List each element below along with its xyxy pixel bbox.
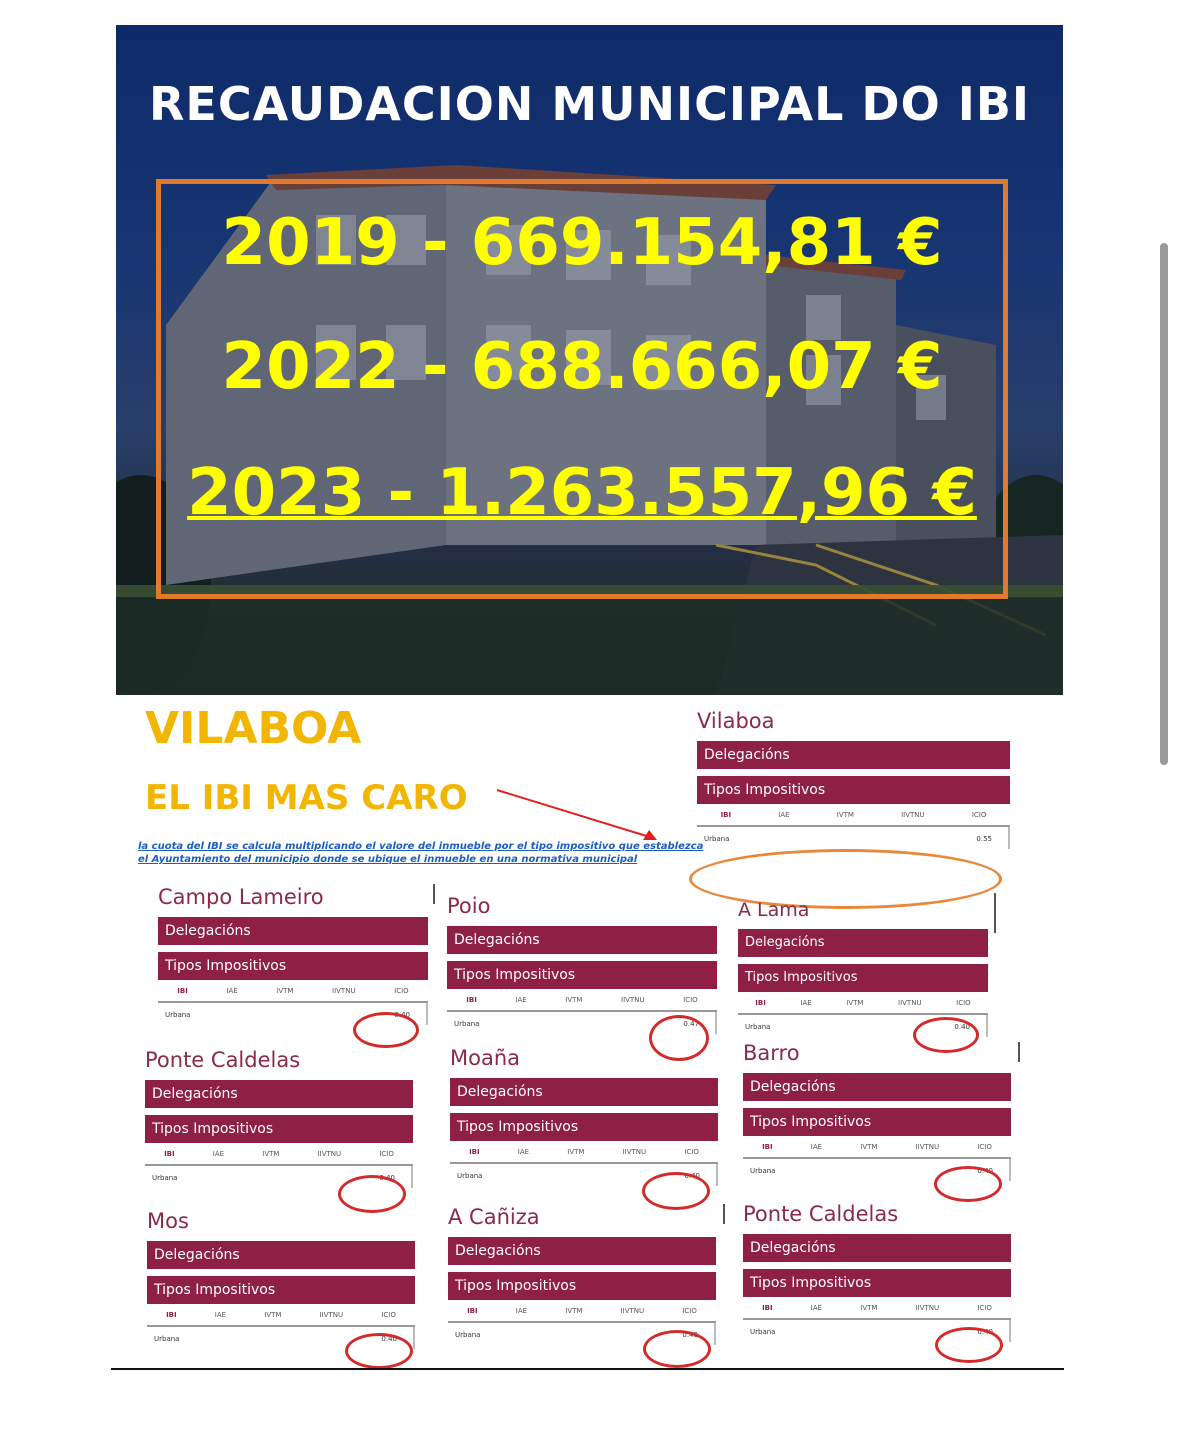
col-iivtnu: IIVTNU: [915, 1143, 940, 1151]
tax-columns: [743, 1300, 1011, 1320]
col-ibi: IBI: [469, 1148, 480, 1156]
col-icio: ICIO: [683, 996, 698, 1004]
tax-types-bar: Tipos Impositivos: [743, 1269, 1011, 1297]
col-icio: ICIO: [394, 987, 409, 995]
tax-columns: [743, 1139, 1011, 1159]
highlight-ring: [353, 1012, 419, 1048]
delegations-bar: Delegacións: [158, 917, 428, 945]
ibi-rate: 0.40: [684, 1172, 700, 1180]
municipality-name: Barro: [743, 1041, 800, 1065]
tax-types-bar: Tipos Impositivos: [447, 961, 717, 989]
amount-2019: 2019 - 669.154,81 €: [221, 206, 943, 280]
ibi-rate: 0.40: [977, 1328, 993, 1336]
delegations-bar: Delegacións: [738, 929, 988, 957]
explanatory-note: [138, 840, 704, 866]
delegations-bar: Delegacións: [145, 1080, 413, 1108]
row-label: Urbana: [455, 1331, 481, 1339]
tax-columns: [158, 983, 428, 1003]
municipality-name: Moaña: [450, 1046, 521, 1070]
divider: [994, 893, 996, 933]
col-iae: IAE: [810, 1143, 823, 1151]
col-icio: ICIO: [381, 1311, 396, 1319]
tax-types-bar: Tipos Impositivos: [158, 952, 428, 980]
col-ivtm: IVTM: [276, 987, 294, 995]
delegations-bar: Delegacións: [743, 1234, 1011, 1262]
divider: [723, 1204, 725, 1224]
col-iae: IAE: [778, 811, 790, 819]
highlight-ring: [345, 1333, 413, 1369]
row-label: Urbana: [750, 1167, 776, 1175]
ibi-rate: 0.40: [682, 1331, 698, 1339]
row-label: Urbana: [454, 1020, 480, 1028]
delegations-bar: Delegacións: [697, 741, 1010, 769]
municipality-name: Mos: [147, 1209, 189, 1233]
col-ivtm: IVTM: [264, 1311, 282, 1319]
municipality-panel-poio: [447, 894, 717, 1034]
tax-types-bar: Tipos Impositivos: [450, 1113, 718, 1141]
urban-row: [697, 827, 1010, 849]
col-iae: IAE: [515, 996, 527, 1004]
col-ivtm: IVTM: [860, 1304, 878, 1312]
col-iivtnu: IIVTNU: [901, 811, 925, 819]
tax-columns: [147, 1307, 415, 1327]
col-iivtnu: IIVTNU: [621, 996, 645, 1004]
col-ivtm: IVTM: [262, 1150, 280, 1158]
tax-columns: [145, 1146, 413, 1166]
delegations-bar: Delegacións: [447, 926, 717, 954]
amount-2023: 2023 - 1.263.557,96 €: [187, 456, 977, 530]
col-iae: IAE: [810, 1304, 823, 1312]
highlight-ring: [338, 1175, 406, 1213]
col-ivtm: IVTM: [567, 1148, 585, 1156]
col-iivtnu: IIVTNU: [622, 1148, 647, 1156]
col-icio: ICIO: [682, 1307, 697, 1315]
col-iae: IAE: [800, 999, 812, 1007]
arrow-icon: [495, 786, 665, 846]
delegations-bar: Delegacións: [743, 1073, 1011, 1101]
tax-types-bar: Tipos Impositivos: [743, 1108, 1011, 1136]
ibi-rate: 0.47: [683, 1020, 699, 1028]
delegations-bar: Delegacións: [448, 1237, 716, 1265]
municipality-panel-a-caniza: [448, 1205, 716, 1345]
col-iae: IAE: [515, 1307, 528, 1315]
ibi-rate: 0.40: [977, 1167, 993, 1175]
col-iivtnu: IIVTNU: [915, 1304, 940, 1312]
col-iivtnu: IIVTNU: [898, 999, 922, 1007]
row-label: Urbana: [154, 1335, 180, 1343]
tax-columns: [450, 1144, 718, 1164]
col-iivtnu: IIVTNU: [317, 1150, 342, 1158]
tax-columns: [697, 807, 1010, 827]
ibi-rate: 0.40: [954, 1023, 970, 1031]
municipality-name: Campo Lameiro: [158, 885, 324, 909]
highlight-ring: [643, 1330, 711, 1368]
col-ibi: IBI: [177, 987, 188, 995]
municipality-name: A Cañiza: [448, 1205, 540, 1229]
tax-columns: [448, 1303, 716, 1323]
headline: VILABOA: [145, 703, 362, 754]
subheadline: EL IBI MAS CARO: [145, 778, 468, 818]
tax-types-bar: Tipos Impositivos: [697, 776, 1010, 804]
col-ibi: IBI: [762, 1143, 773, 1151]
tax-types-bar: Tipos Impositivos: [147, 1276, 415, 1304]
note-line-2: el Ayuntamiento del municipio donde se ubique el inmueble en una normativa municipal: [138, 854, 638, 865]
ibi-rate: 0.40: [381, 1335, 397, 1343]
municipality-panel-barro: [743, 1041, 1011, 1181]
col-ibi: IBI: [720, 811, 732, 819]
row-label: Urbana: [457, 1172, 483, 1180]
ibi-rate: 0.40: [394, 1011, 410, 1019]
banner-title: RECAUDACION MUNICIPAL DO IBI: [148, 77, 1031, 131]
col-iae: IAE: [226, 987, 238, 995]
col-ibi: IBI: [466, 996, 477, 1004]
municipality-panel-ponte-caldelas: [145, 1048, 413, 1188]
tax-columns: [447, 992, 717, 1012]
col-ibi: IBI: [762, 1304, 773, 1312]
amount-2022: 2022 - 688.666,07 €: [221, 330, 943, 404]
highlight-ring: [934, 1166, 1002, 1202]
delegations-bar: Delegacións: [147, 1241, 415, 1269]
municipality-panel-ponte-caldelas-2: [743, 1202, 1011, 1342]
note-line-1: la cuota del IBI se calcula multiplicando el valore del inmueble por el tipo impositivo que establezca: [138, 841, 704, 852]
tax-columns: [738, 995, 988, 1015]
col-ibi: IBI: [467, 1307, 478, 1315]
col-ivtm: IVTM: [836, 811, 854, 819]
row-label: Urbana: [745, 1023, 771, 1031]
municipality-name: Ponte Caldelas: [743, 1202, 899, 1226]
divider: [1018, 1042, 1020, 1062]
col-ibi: IBI: [755, 999, 766, 1007]
col-iae: IAE: [212, 1150, 225, 1158]
col-icio: ICIO: [971, 811, 987, 819]
ibi-rate: 0.55: [976, 835, 992, 843]
col-iae: IAE: [214, 1311, 227, 1319]
highlight-ring: [935, 1327, 1003, 1363]
row-label: Urbana: [152, 1174, 178, 1182]
bottom-rule: [111, 1368, 1064, 1370]
tax-types-bar: Tipos Impositivos: [145, 1115, 413, 1143]
col-ivtm: IVTM: [860, 1143, 878, 1151]
col-icio: ICIO: [379, 1150, 394, 1158]
divider: [433, 884, 435, 904]
row-label: Urbana: [704, 835, 730, 843]
col-iivtnu: IIVTNU: [319, 1311, 344, 1319]
tax-types-bar: Tipos Impositivos: [738, 964, 988, 992]
municipality-name: A Lama: [738, 899, 810, 921]
col-ibi: IBI: [166, 1311, 177, 1319]
municipality-name: Ponte Caldelas: [145, 1048, 301, 1072]
row-label: Urbana: [750, 1328, 776, 1336]
col-icio: ICIO: [977, 1304, 992, 1312]
scrollbar[interactable]: [1160, 243, 1168, 765]
col-ivtm: IVTM: [846, 999, 864, 1007]
municipality-panel-campo-lameiro: [158, 885, 428, 1025]
delegations-bar: Delegacións: [450, 1078, 718, 1106]
col-icio: ICIO: [977, 1143, 992, 1151]
col-ibi: IBI: [164, 1150, 175, 1158]
municipality-panel-vilaboa: [697, 709, 1010, 849]
col-icio: ICIO: [684, 1148, 699, 1156]
col-icio: ICIO: [956, 999, 971, 1007]
amount-frame: [156, 179, 1008, 599]
tax-types-bar: Tipos Impositivos: [448, 1272, 716, 1300]
municipality-panel-mos: [147, 1209, 415, 1349]
col-ivtm: IVTM: [565, 1307, 583, 1315]
municipality-panel-moana: [450, 1046, 718, 1186]
col-iivtnu: IIVTNU: [620, 1307, 645, 1315]
ibi-rate: 0.40: [379, 1174, 395, 1182]
col-iae: IAE: [517, 1148, 530, 1156]
municipality-name: Poio: [447, 894, 491, 918]
municipality-name: Vilaboa: [697, 709, 775, 733]
col-iivtnu: IIVTNU: [332, 987, 356, 995]
col-ivtm: IVTM: [565, 996, 583, 1004]
banner: [116, 25, 1063, 695]
row-label: Urbana: [165, 1011, 191, 1019]
